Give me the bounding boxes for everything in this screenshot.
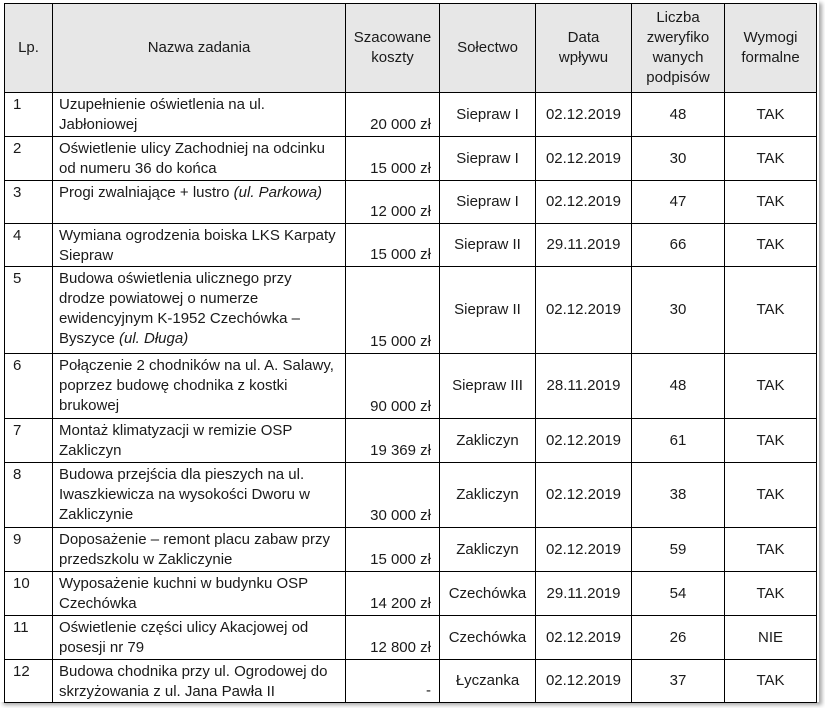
cell-task-name: Progi zwalniające + lustro (ul. Parkowa) [53, 181, 346, 224]
cell-signatures: 66 [632, 224, 725, 267]
cell-village: Czechówka [440, 572, 536, 616]
header-cost: Szacowane koszty [346, 4, 440, 93]
cell-village: Siepraw II [440, 267, 536, 354]
cell-lp: 3 [5, 181, 53, 224]
cell-signatures: 37 [632, 660, 725, 703]
cell-village: Siepraw I [440, 181, 536, 224]
cell-formal: TAK [725, 137, 817, 181]
cell-lp: 4 [5, 224, 53, 267]
cell-task-name: Montaż klimatyzacji w remizie OSP Zakliczyn [53, 419, 346, 463]
header-signatures: Liczba zweryfiko wanych podpisów [632, 4, 725, 93]
cell-signatures: 54 [632, 572, 725, 616]
cell-village: Siepraw III [440, 354, 536, 419]
cell-formal: TAK [725, 181, 817, 224]
cell-formal: TAK [725, 572, 817, 616]
cell-date: 02.12.2019 [536, 660, 632, 703]
cell-cost: 15 000 zł [346, 137, 440, 181]
cell-cost: 14 200 zł [346, 572, 440, 616]
cell-cost: - [346, 660, 440, 703]
cell-cost: 90 000 zł [346, 354, 440, 419]
cell-task-name: Budowa oświetlenia ulicznego przy drodze powiatowej o numerze ewidencyjnym K-1952 Czechówka – Byszyce (ul. Długa) [53, 267, 346, 354]
cell-signatures: 61 [632, 419, 725, 463]
cell-lp: 12 [5, 660, 53, 703]
header-row [5, 4, 817, 93]
cell-signatures: 30 [632, 137, 725, 181]
cell-lp: 1 [5, 93, 53, 137]
cell-task-name: Budowa przejścia dla pieszych na ul. Iwaszkiewicza na wysokości Dworu w Zakliczynie [53, 463, 346, 528]
cell-signatures: 30 [632, 267, 725, 354]
header-formal: Wymogi formalne [725, 4, 817, 93]
cell-task-name: Doposażenie – remont placu zabaw przy przedszkolu w Zakliczynie [53, 528, 346, 572]
cell-village: Siepraw I [440, 137, 536, 181]
cell-formal: TAK [725, 354, 817, 419]
header-date: Data wpływu [536, 4, 632, 93]
cell-date: 28.11.2019 [536, 354, 632, 419]
cell-cost: 12 000 zł [346, 181, 440, 224]
tasks-table [4, 3, 817, 703]
cell-cost: 20 000 zł [346, 93, 440, 137]
cell-village: Zakliczyn [440, 463, 536, 528]
table-row [5, 93, 817, 137]
cell-lp: 6 [5, 354, 53, 419]
cell-village: Siepraw I [440, 93, 536, 137]
table-row [5, 572, 817, 616]
cell-task-name: Uzupełnienie oświetlenia na ul. Jabłoniowej [53, 93, 346, 137]
cell-lp: 9 [5, 528, 53, 572]
cell-task-name: Wyposażenie kuchni w budynku OSP Czechówka [53, 572, 346, 616]
cell-date: 02.12.2019 [536, 267, 632, 354]
cell-task-name: Wymiana ogrodzenia boiska LKS Karpaty Siepraw [53, 224, 346, 267]
cell-lp: 7 [5, 419, 53, 463]
cell-formal: TAK [725, 419, 817, 463]
cell-formal: NIE [725, 616, 817, 660]
cell-signatures: 38 [632, 463, 725, 528]
header-village: Sołectwo [440, 4, 536, 93]
cell-task-name: Połączenie 2 chodników na ul. A. Salawy, poprzez budowę chodnika z kostki brukowej [53, 354, 346, 419]
table-row [5, 419, 817, 463]
table-row [5, 616, 817, 660]
cell-formal: TAK [725, 224, 817, 267]
cell-lp: 8 [5, 463, 53, 528]
cell-date: 02.12.2019 [536, 419, 632, 463]
cell-formal: TAK [725, 660, 817, 703]
cell-task-name: Budowa chodnika przy ul. Ogrodowej do skrzyżowania z ul. Jana Pawła II [53, 660, 346, 703]
cell-village: Zakliczyn [440, 419, 536, 463]
cell-date: 02.12.2019 [536, 181, 632, 224]
cell-lp: 5 [5, 267, 53, 354]
cell-signatures: 48 [632, 93, 725, 137]
table-row [5, 267, 817, 354]
cell-village: Zakliczyn [440, 528, 536, 572]
header-lp: Lp. [5, 4, 53, 93]
cell-signatures: 48 [632, 354, 725, 419]
cell-date: 29.11.2019 [536, 572, 632, 616]
cell-date: 02.12.2019 [536, 616, 632, 660]
table-row [5, 181, 817, 224]
cell-formal: TAK [725, 267, 817, 354]
cell-lp: 10 [5, 572, 53, 616]
cell-signatures: 26 [632, 616, 725, 660]
table-row [5, 224, 817, 267]
header-name: Nazwa zadania [53, 4, 346, 93]
cell-formal: TAK [725, 528, 817, 572]
table-row [5, 137, 817, 181]
cell-cost: 30 000 zł [346, 463, 440, 528]
cell-cost: 19 369 zł [346, 419, 440, 463]
table-row [5, 660, 817, 703]
cell-cost: 15 000 zł [346, 267, 440, 354]
cell-date: 02.12.2019 [536, 137, 632, 181]
cell-formal: TAK [725, 93, 817, 137]
cell-cost: 15 000 zł [346, 528, 440, 572]
cell-signatures: 47 [632, 181, 725, 224]
table-row [5, 463, 817, 528]
table-row [5, 528, 817, 572]
cell-task-name: Oświetlenie części ulicy Akacjowej od posesji nr 79 [53, 616, 346, 660]
table-row [5, 354, 817, 419]
cell-formal: TAK [725, 463, 817, 528]
cell-village: Czechówka [440, 616, 536, 660]
cell-cost: 15 000 zł [346, 224, 440, 267]
cell-village: Łyczanka [440, 660, 536, 703]
cell-task-name: Oświetlenie ulicy Zachodniej na odcinku od numeru 36 do końca [53, 137, 346, 181]
cell-village: Siepraw II [440, 224, 536, 267]
cell-cost: 12 800 zł [346, 616, 440, 660]
cell-date: 29.11.2019 [536, 224, 632, 267]
cell-lp: 11 [5, 616, 53, 660]
cell-date: 02.12.2019 [536, 528, 632, 572]
cell-signatures: 59 [632, 528, 725, 572]
cell-date: 02.12.2019 [536, 93, 632, 137]
cell-lp: 2 [5, 137, 53, 181]
cell-date: 02.12.2019 [536, 463, 632, 528]
